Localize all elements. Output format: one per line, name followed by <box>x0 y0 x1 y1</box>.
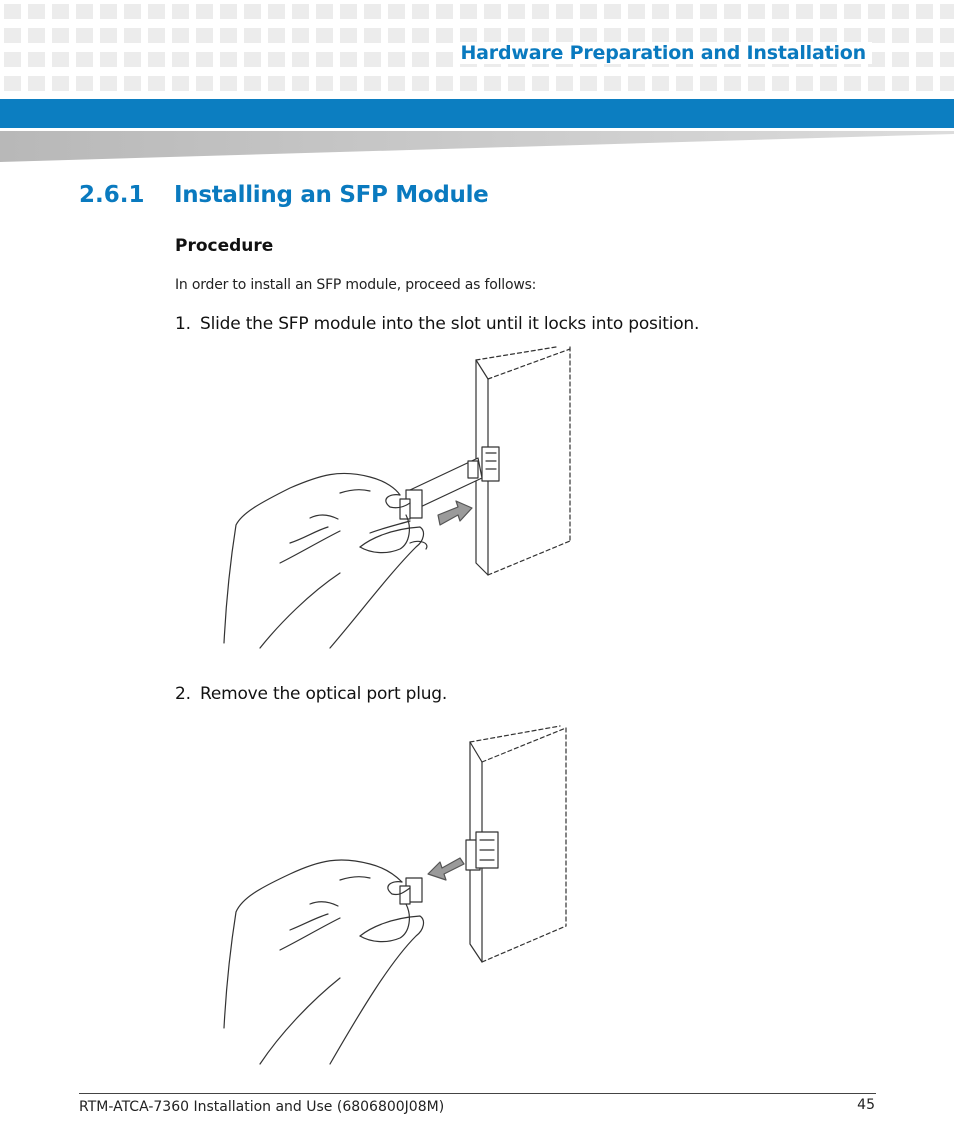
footer-page-number: 45 <box>857 1097 875 1113</box>
footer-document-title: RTM-ATCA-7360 Installation and Use (6806800J08M) <box>79 1099 445 1115</box>
step-text: Remove the optical port plug. <box>200 684 448 704</box>
procedure-intro: In order to install an SFP module, proceed as follows: <box>175 277 537 293</box>
header-blue-bar <box>0 99 954 128</box>
hand-removing-port-plug-illustration <box>220 722 580 1068</box>
step-item <box>175 314 699 334</box>
footer-rule <box>79 1093 876 1094</box>
procedure-heading: Procedure <box>175 236 274 256</box>
section-title: Installing an SFP Module <box>174 182 489 208</box>
step-text: Slide the SFP module into the slot until it locks into position. <box>200 314 700 334</box>
hand-inserting-sfp-module-illustration <box>220 343 580 651</box>
section-number: 2.6.1 <box>79 182 145 208</box>
running-header-title: Hardware Preparation and Installation <box>454 42 872 64</box>
step-number: 2. <box>175 684 191 704</box>
step-number: 1. <box>175 314 191 334</box>
header-gray-wedge <box>0 131 954 163</box>
step-item <box>175 684 447 704</box>
